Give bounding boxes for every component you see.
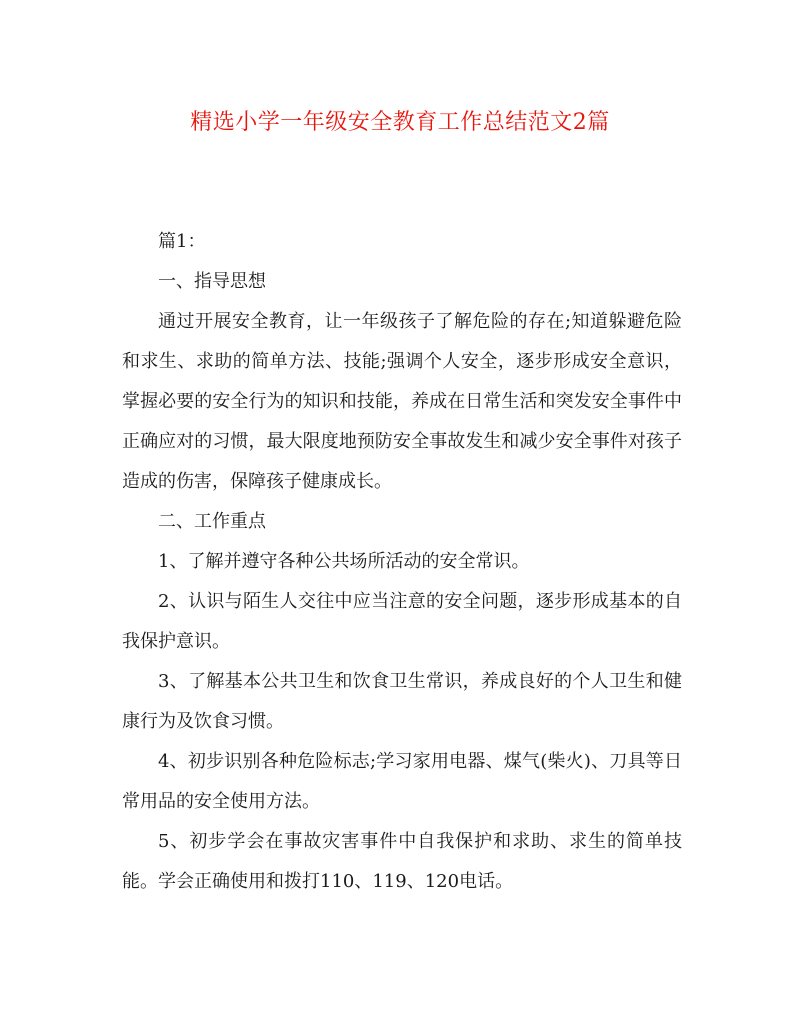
heading-work-focus: 二、工作重点 xyxy=(158,511,266,532)
section-label: 篇1： xyxy=(158,231,206,252)
list-item: 5、初步学会在事故灾害事件中自我保护和求助、求生的简单技能。学会正确使用和拨打110、119、120电话。 xyxy=(122,831,682,892)
list-item: 1、了解并遵守各种公共场所活动的安全常识。 xyxy=(158,551,530,572)
list-item: 2、认识与陌生人交往中应当注意的安全问题，逐步形成基本的自我保护意识。 xyxy=(122,591,682,652)
list-item: 3、了解基本公共卫生和饮食卫生常识，养成良好的个人卫生和健康行为及饮食习惯。 xyxy=(122,671,682,732)
list-item: 4、初步识别各种危险标志;学习家用电器、煤气(柴火)、刀具等日常用品的安全使用方法。 xyxy=(122,751,682,812)
document-title: 精选小学一年级安全教育工作总结范文2篇 xyxy=(190,110,610,135)
paragraph-guiding-ideology: 通过开展安全教育，让一年级孩子了解危险的存在;知道躲避危险和求生、求助的简单方法、技能;强调个人安全，逐步形成安全意识，掌握必要的安全行为的知识和技能，养成在日常生活和突发安全事件中正确应对的习惯，最大限度地预防安全事故发生和减少安全事件对孩子造成的伤害，保障孩子健康成长。 xyxy=(122,311,682,492)
heading-guiding-ideology: 一、指导思想 xyxy=(158,271,266,292)
document-body xyxy=(122,222,682,902)
